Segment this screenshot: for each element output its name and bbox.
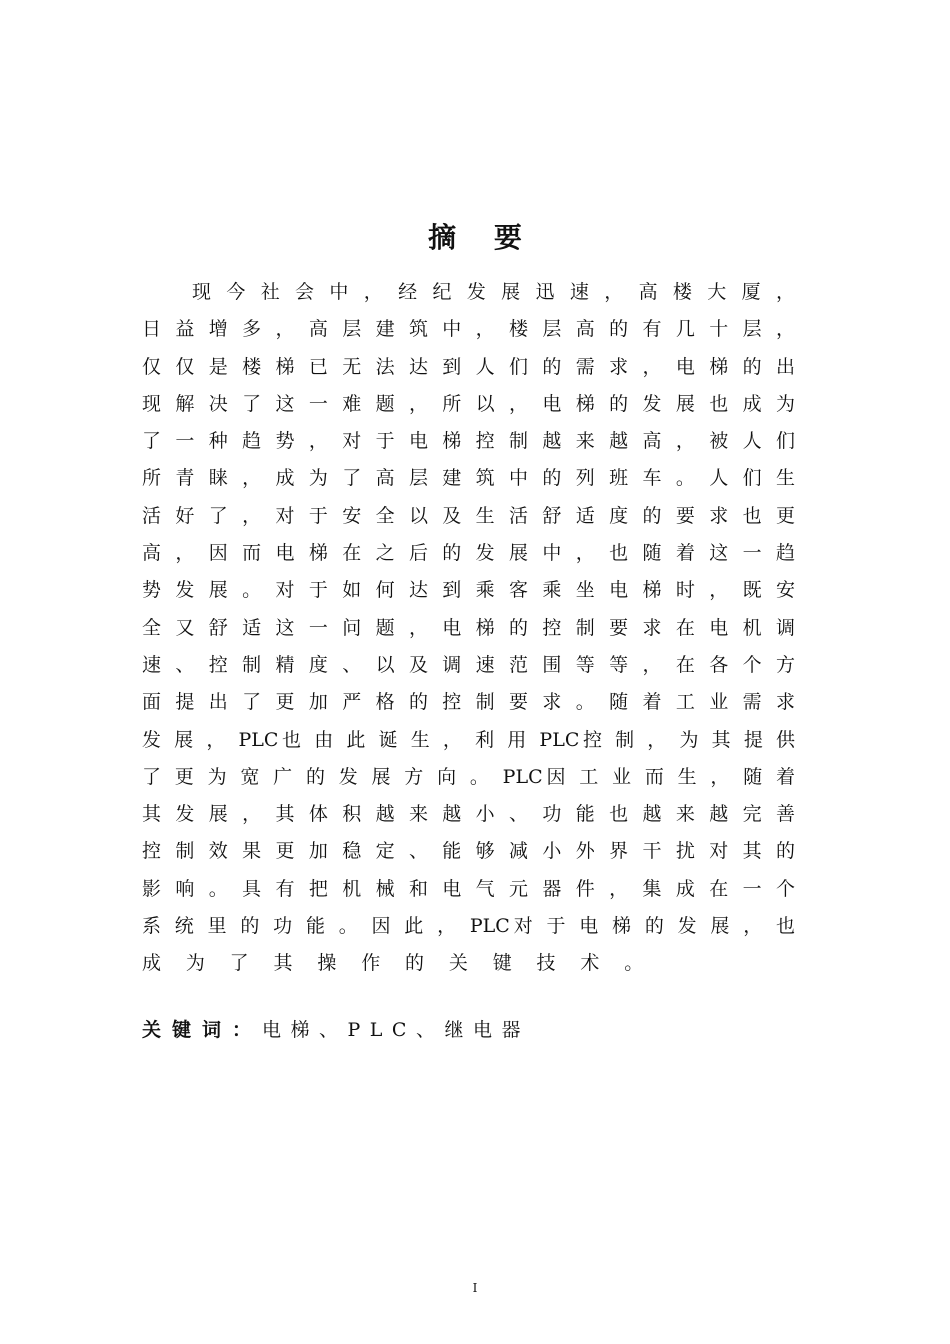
paragraph-line: 了 更 为 宽 广 的 发 展 方 向 。 PLC因 工 业 而 生 ， 随 着: [142, 765, 795, 788]
paragraph-line: 势 发 展 。 对 于 如 何 达 到 乘 客 乘 坐 电 梯 时 ， 既 安: [142, 579, 795, 602]
abstract-title: 摘 要: [428, 221, 536, 254]
paragraph-line: 日 益 增 多 ， 高 层 建 筑 中 ， 楼 层 高 的 有 几 十 层 ，: [142, 318, 795, 341]
paragraph-line: 成 为 了 其 操 作 的 关 键 技 术 。: [142, 952, 653, 975]
paragraph-line: 面 提 出 了 更 加 严 格 的 控 制 要 求 。 随 着 工 业 需 求: [142, 691, 795, 714]
paragraph-line: 高 ， 因 而 电 梯 在 之 后 的 发 展 中 ， 也 随 着 这 一 趋: [142, 542, 795, 565]
paragraph-line: 速 、 控 制 精 度 、 以 及 调 速 范 围 等 等 ， 在 各 个 方: [142, 653, 795, 676]
page-number: I: [472, 1281, 478, 1295]
keywords-label: 关键词：: [142, 1019, 263, 1041]
paragraph-line: 控 制 效 果 更 加 稳 定 、 能 够 减 小 外 界 干 扰 对 其 的: [142, 840, 795, 863]
keywords-row: [142, 1012, 530, 1048]
paragraph-line: 影 响 。 具 有 把 机 械 和 电 气 元 器 件 ， 集 成 在 一 个: [142, 877, 795, 900]
paragraph-line: 现 今 社 会 中 ， 经 纪 发 展 迅 速 ， 高 楼 大 厦 ，: [192, 281, 795, 303]
paragraph-line: 现 解 决 了 这 一 难 题 ， 所 以 ， 电 梯 的 发 展 也 成 为: [142, 392, 795, 415]
paragraph-line: 仅 仅 是 楼 梯 已 无 法 达 到 人 们 的 需 求 ， 电 梯 的 出: [142, 355, 795, 378]
paragraph-line: 全 又 舒 适 这 一 问 题 ， 电 梯 的 控 制 要 求 在 电 机 调: [142, 616, 795, 639]
paragraph-line: 所 青 睐 ， 成 为 了 高 层 建 筑 中 的 列 班 车 。 人 们 生: [142, 467, 795, 490]
paragraph-line: 其 发 展 ， 其 体 积 越 来 越 小 、 功 能 也 越 来 越 完 善: [142, 803, 795, 826]
keywords-value: 电梯、PLC、继电器: [262, 1019, 530, 1041]
paragraph-line: 活 好 了 ， 对 于 安 全 以 及 生 活 舒 适 度 的 要 求 也 更: [142, 504, 795, 527]
abstract-body: [142, 274, 795, 983]
paragraph-line: 了 一 种 趋 势 ， 对 于 电 梯 控 制 越 来 越 高 ， 被 人 们: [142, 430, 795, 453]
paragraph-line: 发 展 ， PLC也 由 此 诞 生 ， 利 用 PLC控 制 ， 为 其 提 供: [142, 728, 795, 751]
paragraph-line: 系 统 里 的 功 能 。 因 此 ， PLC对 于 电 梯 的 发 展 ， 也: [142, 915, 795, 938]
